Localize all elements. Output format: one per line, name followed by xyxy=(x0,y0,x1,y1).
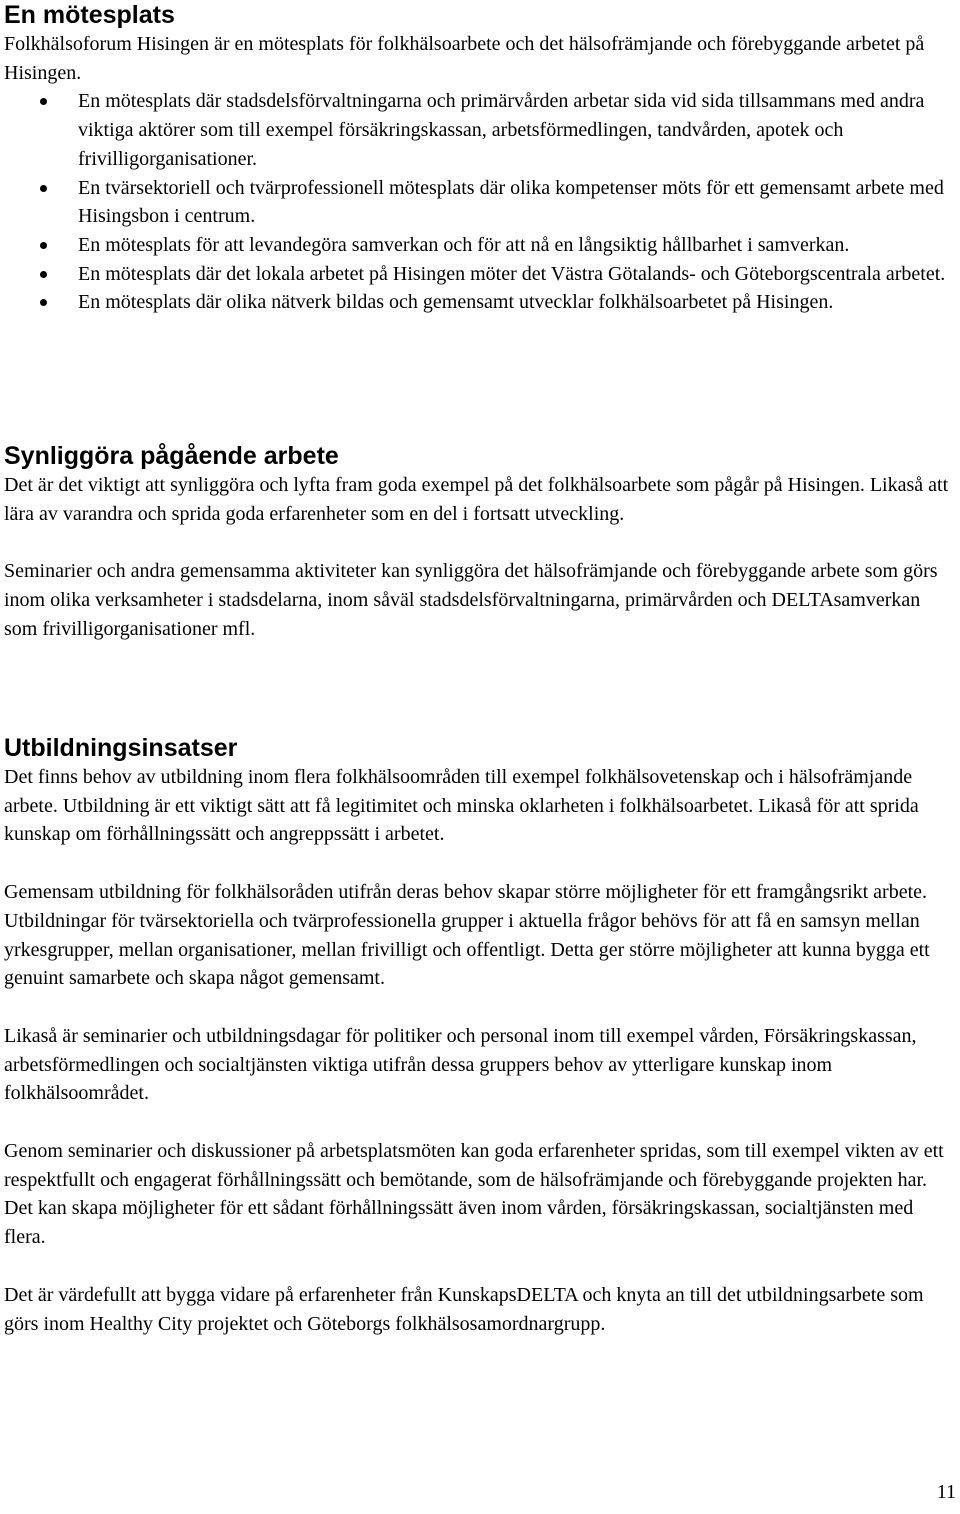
paragraph: Genom seminarier och diskussioner på arbetsplatsmöten kan goda erfarenheter spridas, som till exempel vikten av ett respektfullt och engagerat förhållningssätt och bemötande, som de hälsofrämjande och förebyggande projekten har. Det kan skapa möjligheter för ett sådant förhållningssätt även inom vården, försäkringskassan, socialtjänsten med flera. xyxy=(4,1140,944,1249)
paragraph: Gemensam utbildning för folkhälsoråden utifrån deras behov skapar större möjligheter för ett framgångsrikt arbete. Utbildningar för tvärsektoriella och tvärprofessionella grupper i aktuella frågor behövs för att få en samsyn mellan yrkesgrupper, mellan organisationer, mellan frivilligt och offentligt. Detta ger större möjligheter att kunna bygga ett genuint samarbete och skapa något gemensamt. xyxy=(4,881,930,990)
bullet-icon xyxy=(40,185,47,192)
paragraph: Seminarier och andra gemensamma aktiviteter kan synliggöra det hälsofrämjande och förebyggande arbete som görs inom olika verksamheter i stadsdelarna, inom såväl stadsdelsförvaltningarna, primärvården och DELTAsamverkan som frivilligorganisationer mfl. xyxy=(4,560,938,640)
section-heading: En mötesplats xyxy=(4,1,175,29)
list-item xyxy=(4,260,954,289)
bullet-icon xyxy=(40,299,47,306)
section-heading: Synliggöra pågående arbete xyxy=(4,442,339,470)
list-item-text: En mötesplats där det lokala arbetet på Hisingen möter det Västra Götalands- och Göteborgscentrala arbetet. xyxy=(78,262,946,285)
bullet-icon xyxy=(40,98,47,105)
list-item xyxy=(4,174,954,231)
list-item-text: En mötesplats där olika nätverk bildas och gemensamt utvecklar folkhälsoarbetet på Hisingen. xyxy=(78,291,834,314)
section-intro: Folkhälsoforum Hisingen är en mötesplats för folkhälsoarbete och det hälsofrämjande och förebyggande arbetet på Hisingen. xyxy=(4,33,925,84)
list-item xyxy=(4,231,954,260)
section-heading: Utbildningsinsatser xyxy=(4,734,238,762)
section-synliggora xyxy=(4,441,954,644)
list-item xyxy=(4,288,954,317)
list-item-text: En tvärsektoriell och tvärprofessionell mötesplats där olika kompetenser möts för ett gemensamt arbete med Hisingsbon i centrum. xyxy=(78,176,944,228)
list-item-text: En mötesplats för att levandegöra samverkan och för att nå en långsiktig hållbarhet i samverkan. xyxy=(78,233,850,256)
section-en-motesplats xyxy=(4,0,954,317)
page-number: 11 xyxy=(936,1481,956,1503)
section-utbildningsinsatser xyxy=(4,733,954,1338)
paragraph: Det är värdefullt att bygga vidare på erfarenheter från KunskapsDELTA och knyta an till det utbildningsarbete som görs inom Healthy City projektet och Göteborgs folkhälsosamordnargrupp. xyxy=(4,1283,924,1335)
list-item xyxy=(4,87,954,173)
bullet-icon xyxy=(40,242,47,249)
paragraph: Det är det viktigt att synliggöra och lyfta fram goda exempel på det folkhälsoarbete som pågår på Hisingen. Likaså att lära av varandra och sprida goda erfarenheter som en del i fortsatt utveckling. xyxy=(4,474,949,525)
list-item-text: En mötesplats där stadsdelsförvaltningarna och primärvården arbetar sida vid sida tillsammans med andra viktiga aktörer som till exempel försäkringskassan, arbetsförmedlingen, tandvården, apotek och frivilligorganisationer. xyxy=(78,90,925,170)
bullet-icon xyxy=(40,271,47,278)
paragraph: Det finns behov av utbildning inom flera folkhälsoområden till exempel folkhälsovetenskap och i hälsofrämjande arbete. Utbildning är ett viktigt sätt att få legitimitet och minska oklarheten i folkhälsoarbetet. Likaså för att sprida kunskap om förhållningssätt och angreppssätt i arbetet. xyxy=(4,766,919,846)
paragraph: Likaså är seminarier och utbildningsdagar för politiker och personal inom till exempel vården, Försäkringskassan, arbetsförmedlingen och socialtjänsten viktiga utifrån dessa gruppers behov av ytterligare kunskap inom folkhälsoområdet. xyxy=(4,1024,917,1105)
bullet-list xyxy=(4,87,954,317)
